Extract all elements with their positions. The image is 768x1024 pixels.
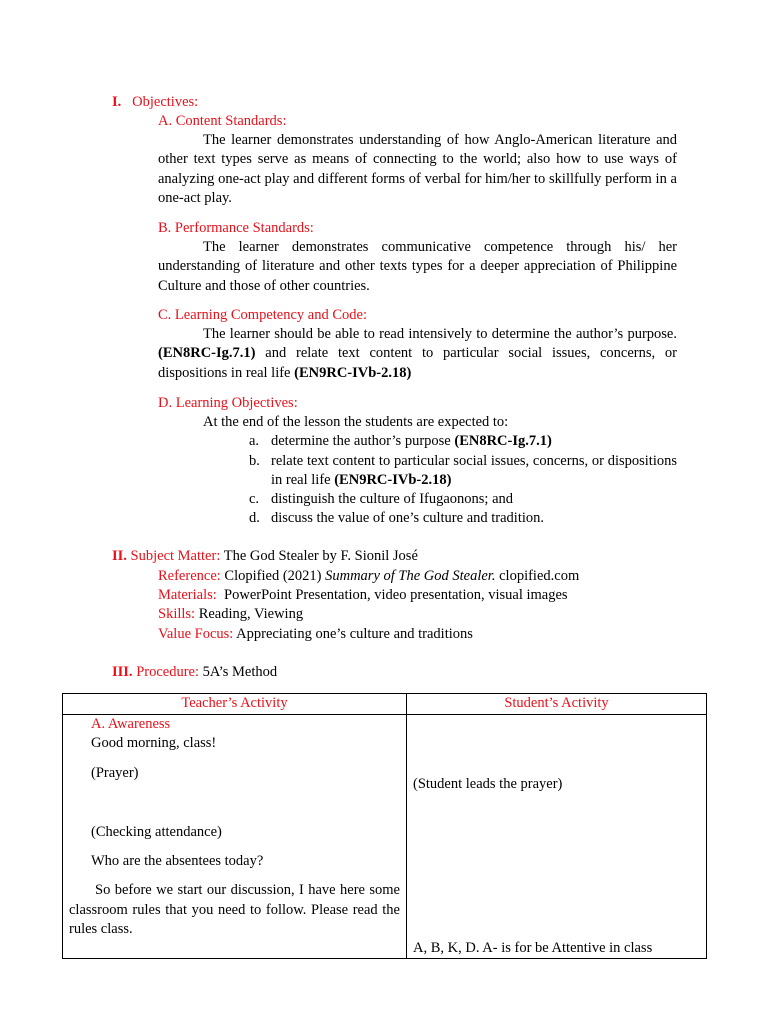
objectives-title: Objectives: bbox=[132, 94, 199, 110]
subject-matter-line bbox=[112, 547, 418, 566]
competency-text: The learner should be able to read intensively to determine the author’s purpose. (EN8RC-Ig.7.1) and relate text content to particular social issues, concerns, or dispositions in real life (EN9RC-IVb-2.18) bbox=[158, 326, 678, 381]
objectives-number: I. bbox=[112, 94, 122, 110]
objective-item-a-mark: a. bbox=[249, 433, 260, 449]
objective-item-a: determine the author’s purpose (EN8RC-Ig.7.1) bbox=[271, 433, 552, 449]
student-rules-response: A, B, K, D. A- is for be Attentive in class bbox=[413, 940, 653, 956]
teacher-rules-instruction: So before we start our discussion, I have here some classroom rules that you need to follow. Please read the rules class. bbox=[69, 882, 400, 937]
subject-number: II. bbox=[112, 548, 127, 564]
objective-item-b: relate text content to particular social issues, concerns, or dispositions in real life (EN9RC-IVb-2.18) bbox=[271, 453, 677, 488]
procedure-value: 5A’s Method bbox=[202, 664, 278, 680]
reference-line: Reference: Clopified (2021) Summary of The God Stealer. clopified.com bbox=[158, 568, 580, 584]
content-standards-text: The learner demonstrates understanding of how Anglo-American literature and other text types serve as means of connecting to the world; also how to use ways of analyzing one-act play and different forms of verbal for him/her to skillfully perform in a one-act play. bbox=[158, 132, 677, 206]
teacher-greeting: Good morning, class! bbox=[91, 735, 217, 751]
student-activity-cell bbox=[407, 715, 707, 959]
objective-item-c-mark: c. bbox=[249, 491, 260, 507]
performance-standards-text: The learner demonstrates communicative competence through his/ her understanding of literature and other texts types for a deeper appreciation of Philippine Culture and those of other countries. bbox=[158, 239, 677, 294]
objective-item-d: discuss the value of one’s culture and tradition. bbox=[271, 510, 545, 526]
materials-line: Materials: PowerPoint Presentation, video presentation, visual images bbox=[158, 587, 568, 603]
competency-code-2: (EN9RC-IVb-2.18) bbox=[294, 364, 412, 381]
student-activity-header: Student’s Activity bbox=[407, 694, 707, 715]
objectives-heading bbox=[112, 93, 198, 112]
awareness-label: A. Awareness bbox=[91, 716, 171, 732]
competency-label: C. Learning Competency and Code: bbox=[158, 307, 367, 323]
teacher-activity-header: Teacher’s Activity bbox=[63, 694, 407, 715]
teacher-absentees-question: Who are the absentees today? bbox=[91, 853, 264, 869]
procedure-table bbox=[62, 693, 707, 959]
objective-item-c: distinguish the culture of Ifugaonons; and bbox=[271, 491, 514, 507]
value-focus-line: Value Focus: Appreciating one’s culture and traditions bbox=[158, 626, 473, 642]
procedure-line bbox=[112, 663, 277, 682]
subject-value: The God Stealer by F. Sionil José bbox=[223, 548, 418, 564]
procedure-label: Procedure: bbox=[136, 664, 199, 680]
learning-objectives-label: D. Learning Objectives: bbox=[158, 395, 298, 411]
performance-standards-label: B. Performance Standards: bbox=[158, 220, 314, 236]
teacher-activity-cell bbox=[63, 715, 407, 959]
objective-item-d-mark: d. bbox=[249, 510, 260, 526]
teacher-attendance: (Checking attendance) bbox=[91, 824, 222, 840]
subject-label: Subject Matter: bbox=[130, 548, 221, 564]
learning-objectives-intro: At the end of the lesson the students are expected to: bbox=[203, 414, 509, 430]
teacher-prayer: (Prayer) bbox=[91, 765, 139, 781]
skills-line: Skills: Reading, Viewing bbox=[158, 606, 304, 622]
objective-item-b-mark: b. bbox=[249, 453, 260, 469]
procedure-number: III. bbox=[112, 664, 133, 680]
competency-code-1: (EN8RC-Ig.7.1) bbox=[158, 345, 256, 362]
student-prayer: (Student leads the prayer) bbox=[413, 776, 563, 792]
content-standards-label: A. Content Standards: bbox=[158, 113, 287, 129]
